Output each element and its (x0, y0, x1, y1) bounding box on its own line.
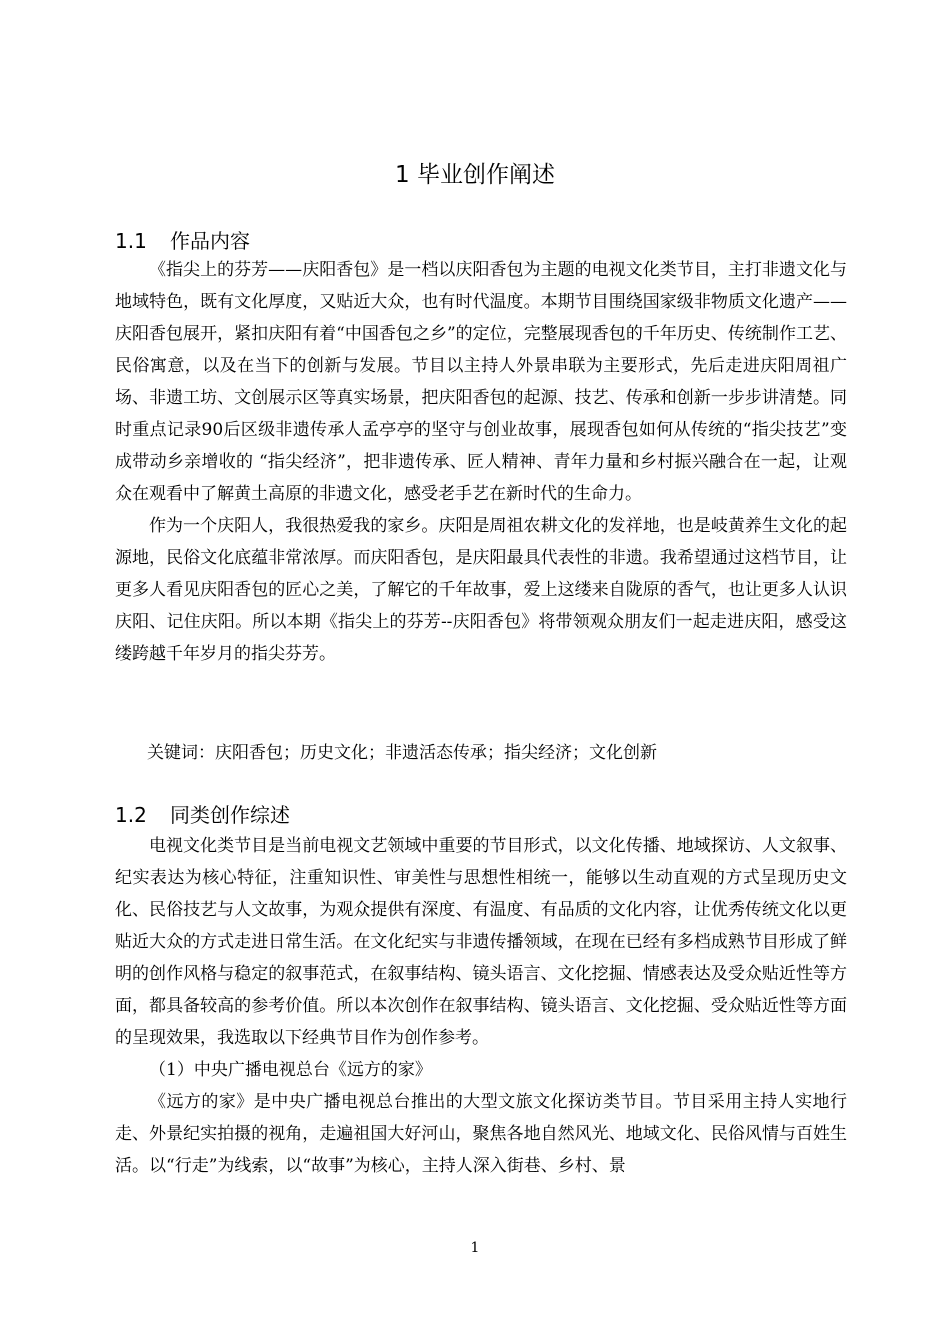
section-title: 同类创作综述 (170, 803, 290, 827)
section-1-1-body (115, 254, 847, 670)
section-number: 1.1 (115, 229, 147, 253)
keywords-line: 关键词：庆阳香包；历史文化；非遗活态传承；指尖经济；文化创新 (147, 743, 657, 763)
body-paragraph: 《远方的家》是中央广播电视总台推出的大型文旅文化探访类节目。节目采用主持人实地行走、外景纪实拍摄的视角，走遍祖国大好河山，聚焦各地自然风光、地域文化、民俗风情与百姓生活。以“行走”为线索，以“故事”为核心，主持人深入街巷、乡村、景 (115, 1092, 847, 1176)
section-number: 1.2 (115, 803, 147, 827)
chapter-title: 1 毕业创作阐述 (395, 162, 555, 188)
section-1-2-body (115, 830, 847, 1182)
section-title: 作品内容 (170, 229, 250, 253)
page-number: 1 (470, 1240, 480, 1256)
section-heading-1-2 (115, 800, 290, 830)
body-paragraph: 作为一个庆阳人，我很热爱我的家乡。庆阳是周祖农耕文化的发祥地，也是岐黄养生文化的起源地，民俗文化底蕴非常浓厚。而庆阳香包，是庆阳最具代表性的非遗。我希望通过这档节目，让更多人看见庆阳香包的匠心之美，了解它的千年故事，爱上这缕来自陇原的香气，也让更多人认识庆阳、记住庆阳。所以本期《指尖上的芬芳--庆阳香包》将带领观众朋友们一起走进庆阳，感受这缕跨越千年岁月的指尖芬芳。 (115, 516, 847, 664)
body-paragraph: 《指尖上的芬芳——庆阳香包》是一档以庆阳香包为主题的电视文化类节目，主打非遗文化与地域特色，既有文化厚度，又贴近大众，也有时代温度。本期节目围绕国家级非物质文化遗产——庆阳香包展开，紧扣庆阳有着“中国香包之乡”的定位，完整展现香包的千年历史、传统制作工艺、民俗寓意，以及在当下的创新与发展。节目以主持人外景串联为主要形式，先后走进庆阳周祖广场、非遗工坊、文创展示区等真实场景，把庆阳香包的起源、技艺、传承和创新一步步讲清楚。同时重点记录90后区级非遗传承人孟亭亭的坚守与创业故事，展现香包如何从传统的“指尖技艺”变成带动乡亲增收的 “指尖经济”，把非遗传承、匠人精神、青年力量和乡村振兴融合在一起，让观众在观看中了解黄土高原的非遗文化，感受老手艺在新时代的生命力。 (115, 260, 847, 504)
section-heading-1-1 (115, 226, 250, 256)
subsection-heading: （1）中央广播电视总台《远方的家》 (149, 1060, 432, 1080)
body-paragraph: 电视文化类节目是当前电视文艺领域中重要的节目形式，以文化传播、地域探访、人文叙事、纪实表达为核心特征，注重知识性、审美性与思想性相统一，能够以生动直观的方式呈现历史文化、民俗技艺与人文故事，为观众提供有深度、有温度、有品质的文化内容，让优秀传统文化以更贴近大众的方式走进日常生活。在文化纪实与非遗传播领域，在现在已经有多档成熟节目形成了鲜明的创作风格与稳定的叙事范式，在叙事结构、镜头语言、文化挖掘、情感表达及受众贴近性等方面，都具备较高的参考价值。所以本次创作在叙事结构、镜头语言、文化挖掘、受众贴近性等方面的呈现效果，我选取以下经典节目作为创作参考。 (115, 836, 847, 1048)
